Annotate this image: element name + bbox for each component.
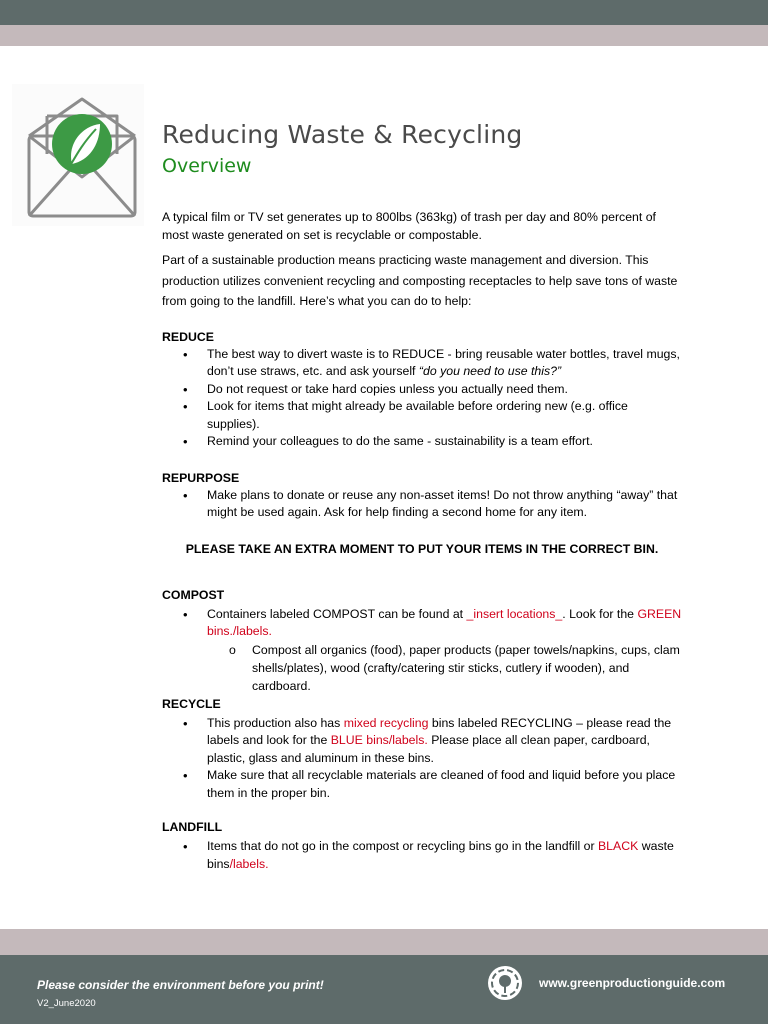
- header-band-dark: [0, 0, 768, 25]
- page-subtitle: Overview: [162, 155, 252, 177]
- compost-list: [162, 606, 682, 695]
- callout-text: PLEASE TAKE AN EXTRA MOMENT TO PUT YOUR ITEMS IN THE CORRECT BIN.: [185, 541, 659, 556]
- footer-tagline: Please consider the environment before you print!: [37, 978, 324, 992]
- list-item: • This production also has mixed recycling bins labeled RECYCLING – please read the labels and look for the BLUE bins/labels. Please place all clean paper, cardboard, plastic, glass and aluminum in these bins.: [162, 715, 682, 768]
- list-item: • Make plans to donate or reuse any non-asset items! Do not throw anything “away” that might be used again. Ask for help finding a second home for any item.: [162, 487, 682, 522]
- labels-text: /labels.: [229, 856, 269, 871]
- landfill-list: [162, 838, 682, 873]
- intro-paragraph-1: A typical film or TV set generates up to 800lbs (363kg) of trash per day and 80% percent of most waste generated on set is recyclable or compostable.: [162, 210, 656, 242]
- reduce-heading: REDUCE: [162, 329, 214, 344]
- document-body: [162, 208, 682, 873]
- blue-bins-label: BLUE bins/labels.: [330, 733, 428, 747]
- list-item: • The best way to divert waste is to REDUCE - bring reusable water bottles, travel mugs, don’t use straws, etc. and ask yourself “do you need to use this?”: [162, 346, 682, 381]
- list-item: • Look for items that might already be available before ordering new (e.g. office supplies).: [162, 398, 682, 433]
- list-item: • Make sure that all recyclable materials are cleaned of food and liquid before you place them in the proper bin.: [162, 767, 682, 802]
- list-item: • Items that do not go in the compost or recycling bins go in the landfill or BLACK waste bins/labels.: [162, 838, 682, 873]
- locations-placeholder: _insert locations_: [466, 606, 563, 621]
- footer-url-link[interactable]: www.greenproductionguide.com: [539, 976, 726, 990]
- list-item: • Containers labeled COMPOST can be found at _insert locations_. Look for the GREEN bins./labels. o Compost all organics (food), paper products (paper towels/napkins, cups, clam shells/plates), wood (crafty/catering stir sticks, cutlery if wooden), and cardboard.: [162, 606, 682, 695]
- recycle-list: [162, 715, 682, 803]
- envelope-leaf-icon: [12, 84, 144, 226]
- repurpose-heading: REPURPOSE: [162, 470, 240, 485]
- repurpose-list: [162, 487, 682, 522]
- green-bins-label: GREEN bins./labels.: [207, 606, 682, 638]
- footer-version: V2_June2020: [37, 998, 96, 1009]
- footer-band-light: [0, 929, 768, 955]
- green-production-guide-icon: [487, 965, 523, 1001]
- sub-list-item: o Compost all organics (food), paper products (paper towels/napkins, cups, clam shells/plates), wood (crafty/catering stir sticks, cutlery if wooden), and cardboard.: [207, 641, 682, 695]
- compost-heading: COMPOST: [162, 587, 225, 602]
- black-label: BLACK: [597, 839, 639, 853]
- page-title: Reducing Waste & Recycling: [162, 120, 523, 149]
- mixed-recycling-label: mixed recycling: [343, 715, 429, 730]
- landfill-heading: LANDFILL: [162, 820, 223, 834]
- intro-paragraph-2: Part of a sustainable production means practicing waste management and diversion. This production utilizes convenient recycling and composting receptacles to help save tons of waste from going to the landfill. Here’s what you can do to help:: [162, 253, 678, 308]
- list-item: • Remind your colleagues to do the same - sustainability is a team effort.: [162, 433, 682, 451]
- compost-sublist: [207, 641, 682, 695]
- list-item: • Do not request or take hard copies unless you actually need them.: [162, 381, 682, 399]
- reduce-list: [162, 346, 682, 451]
- quoted-question: “do you need to use this?”: [418, 364, 562, 378]
- recycle-heading: RECYCLE: [162, 696, 221, 711]
- header-band-light: [0, 25, 768, 46]
